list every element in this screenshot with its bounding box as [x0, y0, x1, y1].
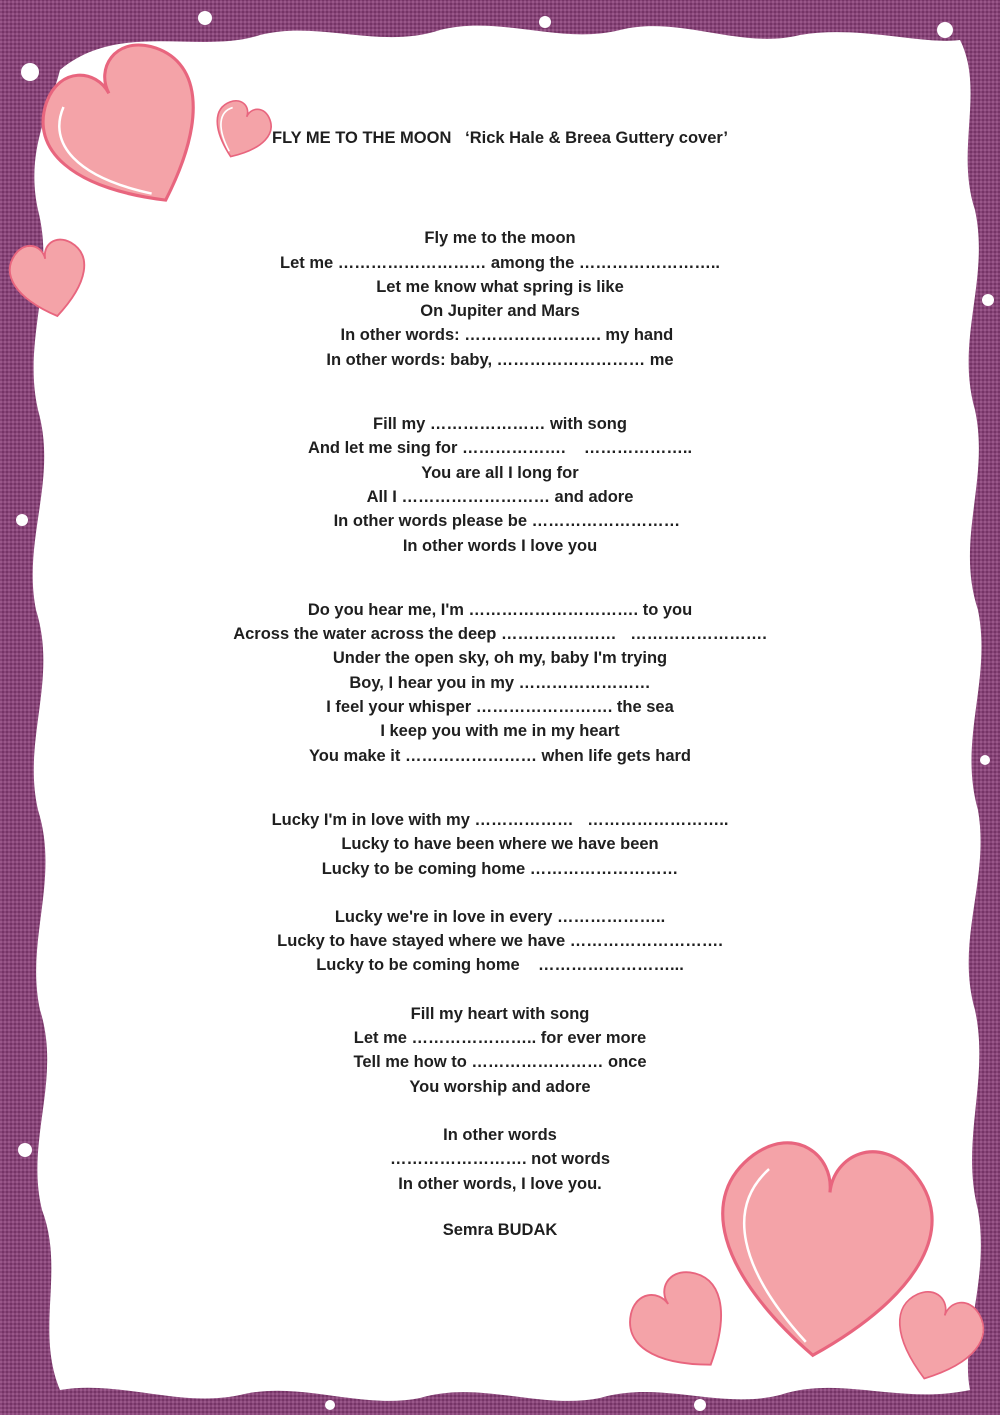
lyric-line: I keep you with me in my heart [380, 722, 620, 741]
lyric-line: Lucky to have stayed where we have ………………………. [277, 932, 723, 951]
stanza-2 [150, 412, 850, 558]
lyric-line: Fly me to the moon [424, 229, 576, 248]
lyric-line: In other words: baby, ……………………… me [326, 350, 674, 369]
lyric-line: In other words [443, 1125, 557, 1144]
stanza-6 [150, 1002, 850, 1099]
lyric-line: Let me ……………………… among the …………………….. [279, 253, 721, 272]
stanza-1 [150, 226, 850, 372]
lyric-line: In other words: ……………………. my hand [326, 326, 674, 345]
lyric-line: All I ……………………… and adore [366, 487, 634, 506]
heart-icon [618, 1260, 750, 1392]
song-title: FLY ME TO THE MOON ‘Rick Hale & Breea Guttery cover’ [271, 129, 729, 147]
stanza-4 [150, 808, 850, 881]
lyric-line: Lucky to be coming home ……………………... [316, 956, 684, 975]
lyric-line: Tell me how to …………………… once [353, 1053, 647, 1072]
stanza-5 [150, 905, 850, 978]
lyric-line: And let me sing for ………………. ……………….. [307, 439, 693, 458]
lyric-line: Let me ………………….. for ever more [353, 1029, 647, 1048]
lyric-line: I feel your whisper ……………………. the sea [326, 698, 674, 717]
lyric-line: Lucky we're in love in every ……………….. [334, 907, 666, 926]
lyric-line: ……………………. not words [390, 1150, 610, 1169]
lyric-line: Boy, I hear you in my …………………… [349, 673, 651, 692]
lyric-line: In other words I love you [402, 536, 598, 555]
stanza-7 [150, 1123, 850, 1196]
worksheet-content [150, 126, 850, 1242]
lyric-line: Do you hear me, I'm …………………………. to you [307, 600, 693, 619]
lyric-line: Under the open sky, oh my, baby I'm trying [332, 649, 668, 668]
lyric-line: Lucky to be coming home ……………………… [321, 859, 679, 878]
lyric-line: In other words, I love you. [398, 1174, 602, 1193]
lyric-line: Let me know what spring is like [376, 277, 624, 296]
author-name: Semra BUDAK [442, 1220, 558, 1239]
lyric-line: Fill my heart with song [410, 1004, 590, 1023]
lyric-line: You make it …………………… when life gets hard [309, 746, 691, 765]
lyric-line: Fill my ………………… with song [373, 415, 627, 434]
lyric-line: You are all I long for [421, 463, 579, 482]
heart-icon [5, 235, 94, 324]
lyric-line: In other words please be ……………………… [319, 512, 681, 531]
lyric-line: Across the water across the deep ………………… ……………………. [233, 625, 767, 644]
heart-icon [884, 1285, 991, 1392]
lyric-line: Lucky to have been where we have been [341, 835, 659, 854]
lyric-line: You worship and adore [409, 1077, 591, 1096]
lyric-line: On Jupiter and Mars [420, 302, 580, 321]
lyric-line: Lucky I'm in love with my ……………… …………………….. [271, 810, 729, 829]
stanza-3 [150, 598, 850, 768]
